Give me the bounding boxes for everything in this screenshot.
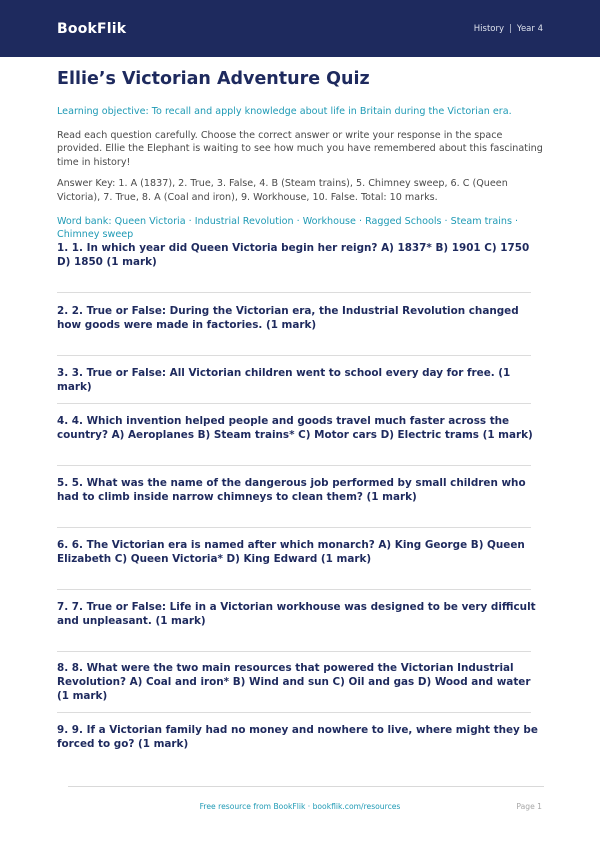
question-1: 1. 1. In which year did Queen Victoria begin her reign? A) 1837* B) 1901 C) 1750 D) 1850 (1 mark) [57,242,530,268]
answer-line-2[interactable] [57,355,531,356]
page-number: Page 1 [516,802,542,811]
brand-logo-text: BookFlik [57,20,127,37]
footer-divider [68,786,544,787]
answer-line-5[interactable] [57,527,531,528]
question-6: 6. 6. The Victorian era is named after which monarch? A) King George B) Queen Elizabeth C) Queen Victoria* D) King Edward (1 mark) [57,539,525,565]
word-bank: Word bank: Queen Victoria · Industrial Revolution · Workhouse · Ragged Schools · Steam trains · Chimney sweep [57,216,519,241]
answer-key-text: Answer Key: 1. A (1837), 2. True, 3. False, 4. B (Steam trains), 5. Chimney sweep, 6. C (Queen Victoria), 7. True, 8. A (Coal and iron), 9. Workhouse, 10. False. Total: 10 marks. [57,178,508,203]
meta-separator: | [509,23,512,34]
answer-line-8[interactable] [57,712,531,713]
question-3: 3. 3. True or False: All Victorian children went to school every day for free. (1 mark) [57,367,511,393]
question-2: 2. 2. True or False: During the Victorian era, the Industrial Revolution changed how goods were made in factories. (1 mark) [57,305,519,331]
question-9: 9. 9. If a Victorian family had no money and nowhere to live, where might they be forced to go? (1 mark) [57,724,538,750]
header-meta [474,24,543,34]
page-header [0,0,600,57]
answer-line-1[interactable] [57,292,531,293]
question-7: 7. 7. True or False: Life in a Victorian workhouse was designed to be very difficult and unpleasant. (1 mark) [57,601,536,627]
answer-line-6[interactable] [57,589,531,590]
year-level-label: Year 4 [516,23,543,34]
instructions-text: Read each question carefully. Choose the correct answer or write your response in the space provided. Ellie the Elephant is waiting to see how much you have remembered about this fascinating time in history! [57,130,543,168]
answer-line-7[interactable] [57,651,531,652]
page-title: Ellie’s Victorian Adventure Quiz [57,69,370,89]
learning-objective: Learning objective: To recall and apply knowledge about life in Britain during the Victorian era. [57,106,512,117]
footer-link-text[interactable]: Free resource from BookFlik · bookflik.com/resources [199,802,401,811]
question-5: 5. 5. What was the name of the dangerous job performed by small children who had to climb inside narrow chimneys to clean them? (1 mark) [57,477,526,503]
intro-section [57,65,545,242]
answer-line-4[interactable] [57,465,531,466]
subject-label: History [473,23,505,34]
question-8: 8. 8. What were the two main resources that powered the Victorian Industrial Revolution? A) Coal and iron* B) Wind and sun C) Oil and gas D) Wood and water (1 mark) [57,662,531,702]
answer-line-3[interactable] [57,403,531,404]
question-4: 4. 4. Which invention helped people and goods travel much faster across the country? A) Aeroplanes B) Steam trains* C) Motor cars D) Electric trams (1 mark) [57,415,533,441]
